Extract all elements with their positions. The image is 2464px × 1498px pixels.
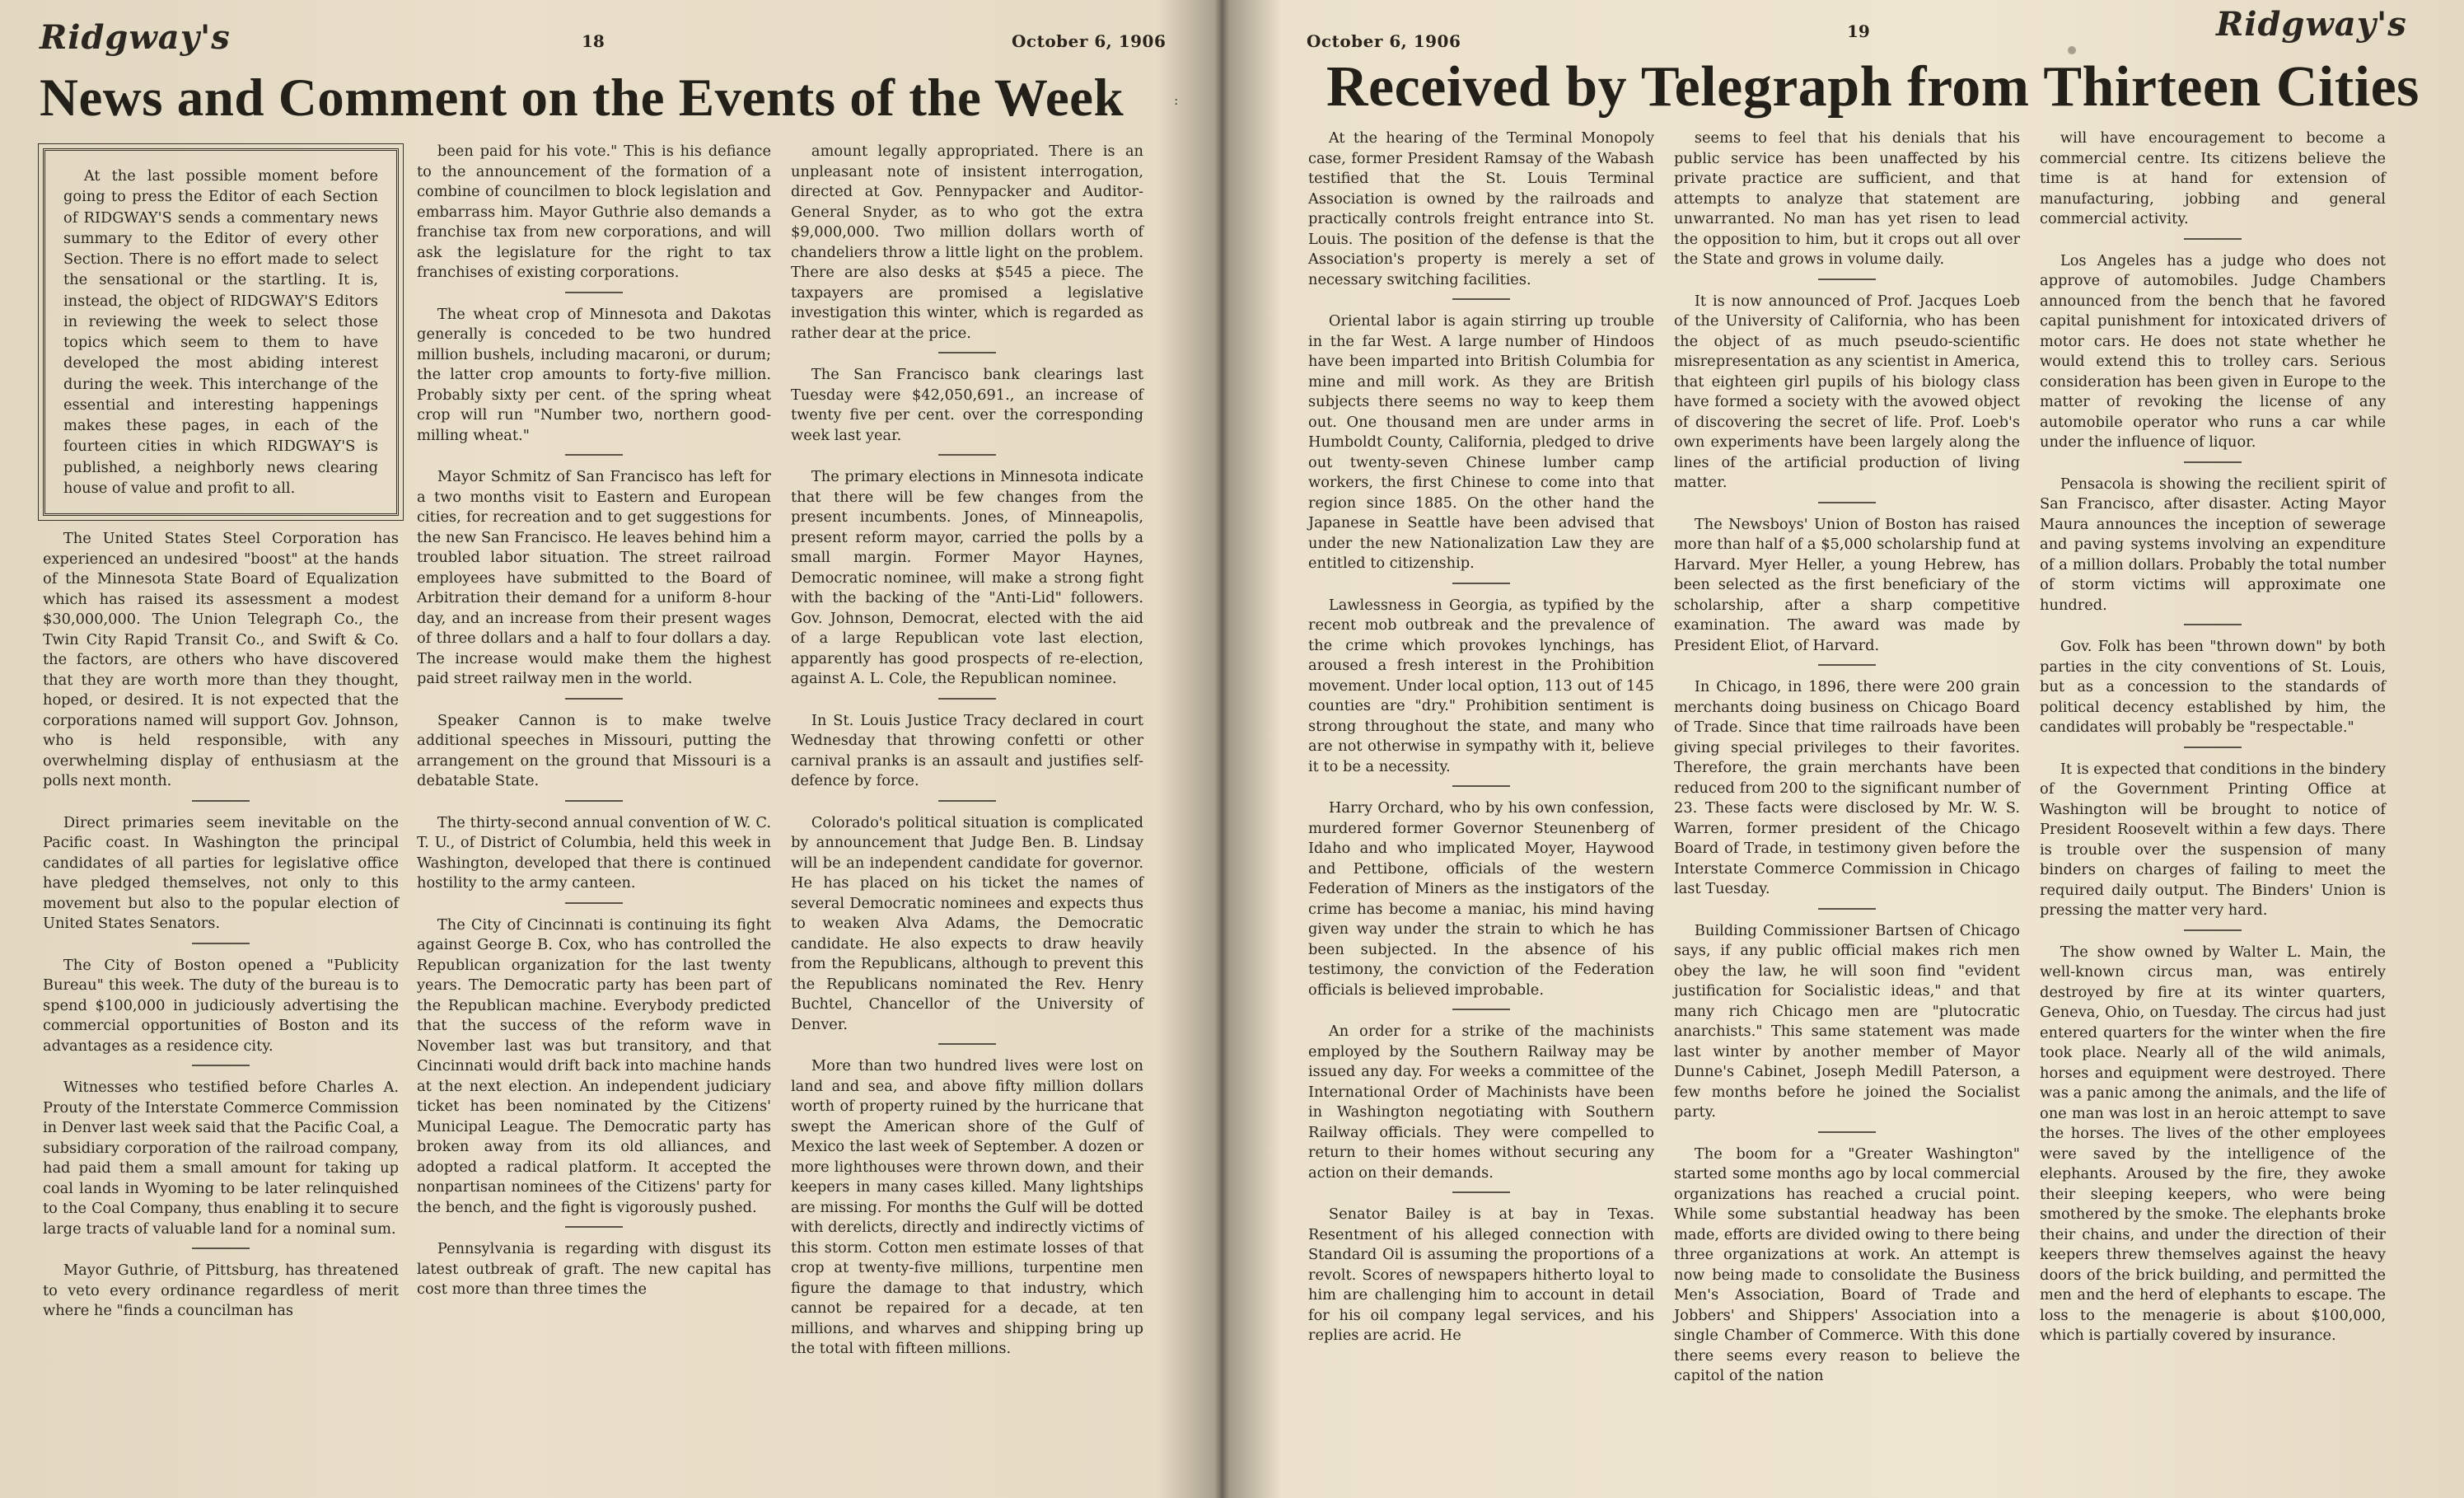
news-item: The primary elections in Minnesota indicate that there will be few changes from the present incumbents. Jones, of Minneapolis, present reform mayor, carried the polls by a small margin. Former Mayor Haynes, Democratic nominee, will make a strong fight with the backing of the "Anti-Lid" followers. Gov. Johnson, Democrat, elected with the aid of a large Republican vote last election, apparently has good prospects of re-election, against A. L. Cole, the Republican nominee. [791,468,1143,687]
news-item: The thirty-second annual convention of W. C. T. U., of District of Columbia, held this week in Washington, developed that there is continued hostility to the army canteen. [417,813,771,892]
news-item: Lawlessness in Georgia, as typified by the recent mob outbreak and the prevalence of the crime which provokes lynchings, has aroused a fresh interest in the Prohibition movement. Under local option, 113 out of 145 counties are "dry." Prohibition sentiment is strong throughout the state, and many who are not otherwise in sympathy with it, believe it to be a necessity. [1308,596,1654,775]
section-divider [565,902,623,904]
news-item: In Chicago, in 1896, there were 200 grain merchants doing business on Chicago Board of Trade. Since that time railroads have been giving special privileges to their favorites. Therefore, the grain merchants have been reduced from 200 to the significant number of 23. These facts were disclosed by Mr. W. S. Warren, former president of the Chicago Board of Trade, in testimony given before the Interstate Commerce Commission in Chicago last Tuesday. [1674,678,2020,897]
page-date: October 6, 1906 [1012,31,1167,51]
section-divider [1818,1131,1876,1133]
section-divider [938,352,996,353]
section-divider [2184,461,2242,463]
news-item: amount legally appropriated. There is an unpleasant note of insistent interrogation, directed at Gov. Pennypacker and Auditor-General Snyder, as to who got the extra $9,000,000. Two million dollars worth of chandeliers throw a little light on the problem. There are also desks at $545 a piece. The taxpayers are promised a legislative investigation this winter, which is regarded as rather dear at the price. [791,143,1143,342]
news-item: The boom for a "Greater Washington" started some months ago by local commercial organizations has reached a crucial point. While some substantial headway has been made, efforts are divided owing to there being three organizations at work. An attempt is now being made to consolidate the Business Men's Association, Board of Trade and Jobbers' and Shippers' Association into a single Chamber of Commerce. With this done there seems every reason to believe the capitol of the nation [1674,1145,2020,1384]
editor-note-text: At the last possible moment before going to press the Editor of each Section of RIDGWAY'S sends a commentary news summary to the Editor of every other Section. There is no effort made to select the sensational or the startling. It is, instead, the object of RIDGWAY'S Editors in reviewing the week to select those topics which seem to them to have developed the most abiding interest during the week. This interchange of the essential and interesting happenings makes these pages, in each of the fourteen cities in which RIDGWAY'S is published, a neighborly news clearing house of value and profit to all. [63,167,378,497]
section-divider [565,1226,623,1228]
section-divider [565,292,623,293]
section-divider [1818,908,1876,910]
news-item: Senator Bailey is at bay in Texas. Resentment of his alleged connection with Standard Oil is assuming the proportions of a revolt. Scores of newspapers hitherto loyal to him are challenging him to account in detail for his oil company legal services, and his replies are acrid. He [1308,1205,1654,1344]
news-item: been paid for his vote." This is his defiance to the announcement of the formation of a combine of councilmen to block legislation and embarrass him. Mayor Guthrie also demands a franchise tax from new corporations, and will ask the legislature for the right to tax franchises of existing corporations. [417,143,771,281]
news-item: The United States Steel Corporation has experienced an undesired "boost" at the hands of the Minnesota State Board of Equalization which has raised its assessment a modest $30,000,000. The Union Telegraph Co., the Twin City Rapid Transit Co., and Swift & Co. the factors, are others who have discovered that they are worth more than they thought, hoped, or desired. It is not expected that the corporations named will support Gov. Johnson, who is held responsible, with any overwhelming display of enthusiasm at the polls next month. [43,530,399,790]
article-column-1 [43,148,399,1330]
section-divider [192,1065,250,1066]
news-item: An order for a strike of the machinists employed by the Southern Railway may be issued any day. For weeks a committee of the International Order of Machinists have been in Washington negotiating with Southern Railway officials. They were compelled to return to their homes without securing any action on their demands. [1308,1023,1654,1182]
section-divider [565,800,623,802]
section-divider [2184,624,2242,625]
section-divider [938,698,996,700]
news-item: will have encouragement to become a commercial centre. Its citizens believe the time is at hand for extension of manufacturing, jobbing and general commercial activity. [2040,129,2386,227]
section-divider [1452,1009,1510,1010]
news-item: The show owned by Walter L. Main, the well-known circus man, was entirely destroyed by fire at its winter quarters, Geneva, Ohio, on Tuesday. The circus had just entered quarters for the winter when the fire took place. Nearly all of the wild animals, horses and equipment were destroyed. There was a panic among the animals, and the life of one man was lost in an heroic attempt to save the horses. The lives of the other employees were saved by the intelligence of the elephants. Aroused by the fire, they awoke their sleeping keepers, who were being smothered by the smoke. The elephants broke their chains, and under the direction of their keepers threw themselves against the heavy doors of the brick building, and permitted the men and the herd of elephants to escape. The loss to the menagerie is about $100,000, which is partially covered by insurance. [2040,943,2386,1344]
news-item: The City of Cincinnati is continuing its fight against George B. Cox, who has controlled the Republican organization for the last twenty years. The Democratic party has been part of the Republican machine. Everybody predicted that the success of the reform wave in November last was but transitory, and that Cincinnati would drift back into machine hands at the next election. An independent judiciary ticket has been nominated by the Citizens' Municipal League. The Democratic party has broken away from its old alliances, and adopted a radical platform. It accepted the nonpartisan nominees of the Citizens' party for the bench, and the fight is vigorously pushed. [417,915,771,1216]
page-date: October 6, 1906 [1307,31,1461,51]
section-divider [2184,238,2242,240]
news-item: Mayor Schmitz of San Francisco has left for a two months visit to Eastern and European cities, for recreation and to get suggestions for the new San Francisco. He leaves behind him a troubled labor situation. The street railroad employees have submitted to the Board of Arbitration their demand for a uniform 8-hour day, and an increase from their present wages of three dollars and a half to four dollars a day. The increase would make them the highest paid street railway men in the world. [417,468,771,687]
news-item: Witnesses who testified before Charles A. Prouty of the Interstate Commerce Commission in Denver last week said that the Pacific Coal, a subsidiary corporation of the railroad company, had paid them a small amount for taking up coal lands in Wyoming to be later relinquished to the Coal Company, thus enabling it to secure large tracts of valuable land for a nominal sum. [43,1079,399,1238]
news-item: Pensacola is showing the recilient spirit of San Francisco, after disaster. Acting Mayor Maura announces the inception of sewerage and paving systems involving an expenditure of a million dollars. Probably the total number of storm victims will approximate one hundred. [2040,475,2386,614]
paper-spot [2068,46,2076,54]
page-headline: News and Comment on the Events of the Week [40,68,1124,128]
section-divider [938,800,996,802]
section-divider [565,698,623,700]
news-item: Mayor Guthrie, of Pittsburg, has threatened to veto every ordinance regardless of merit where he "finds a councilman has [43,1262,399,1320]
section-divider [192,1248,250,1249]
section-divider [1452,785,1510,787]
article-column-3 [791,142,1143,1368]
page-headline: Received by Telegraph from Thirteen Cities [1326,55,2420,119]
news-item: Los Angeles has a judge who does not approve of automobiles. Judge Chambers announced from the bench that he favored capital punishment for intoxicated drivers of motor cars. He does not state whether he would extend this to trolley cars. Serious consideration has been given in Europe to the matter of revoking the license of any automobile operator who runs a car while under the influence of liquor. [2040,251,2386,451]
news-item: It is expected that conditions in the bindery of the Government Printing Office at Washington will be brought to notice of President Roosevelt within a few days. There is trouble over the suspension of many binders on charges of failing to meet the required daily output. The Binders' Union is pressing the matter very hard. [2040,760,2386,919]
news-item: Pennsylvania is regarding with disgust its latest outbreak of graft. The new capital has cost more than three times the [417,1240,771,1298]
page-number: 18 [582,31,605,51]
page-number: 19 [1847,21,1870,41]
section-divider [938,454,996,456]
section-divider [1818,502,1876,503]
section-divider [192,800,250,802]
news-item: Oriental labor is again stirring up trouble in the far West. A large number of Hindoos have been imparted into British Columbia for mine and mill work. As they are British subjects there seems no way to keep them out. One thousand men are under arms in Humboldt County, California, pledged to drive out twenty-seven Chinese lumber camp workers, the first Chinese to come into that region since 1885. On the other hand the Japanese in Seattle have been advised that under the new Nationalization Law they are entitled to citizenship. [1308,312,1654,572]
section-divider [1452,1191,1510,1193]
masthead-logo: Ridgway's [40,18,231,57]
article-column-2 [1674,129,2020,1395]
fold-mark: : [1174,92,1179,108]
editor-note-box [43,148,399,516]
news-item: Building Commissioner Bartsen of Chicago says, if any public official makes rich men obey the law, he will soon find "evident justification for Socialistic ideas," and that many rich Chicago men are "plutocratic anarchists." This same statement was made last winter by another member of Mayor Dunne's Cabinet, Joseph Medill Paterson, a few months before he joined the Socialist party. [1674,921,2020,1121]
news-item: It is now announced of Prof. Jacques Loeb of the University of California, who has been the object of as much pseudo-scientific misrepresentation as any scientist in America, that eighteen girl pupils of his biology class have formed a society with the avowed object of discovering the secret of life. Prof. Loeb's own experiments have been largely along the lines of the artificial production of living matter. [1674,292,2020,491]
section-divider [1452,298,1510,300]
article-column-3 [2040,129,2386,1355]
left-page [0,0,1203,1498]
news-item: The Newsboys' Union of Boston has raised more than half of a $5,000 scholarship fund at Harvard. Myer Heller, a young Hebrew, has been selected as the first beneficiary of the scholarship, after a sharp competitive examination. The award was made by President Eliot, of Harvard. [1674,515,2020,654]
section-divider [1818,279,1876,280]
article-column-1 [1308,129,1654,1355]
section-divider [1452,583,1510,584]
section-divider [938,1043,996,1045]
news-item: Harry Orchard, who by his own confession, murdered former Governor Steunenberg of Idaho and who implicated Moyer, Haywood and Pettibone, officials of the western Federation of Miners as the instigators of the crime has become a maniac, his mind having given way under the strain to which he has been subjected. In the absence of his testimony, the conviction of the Federation officials is believed improbable. [1308,799,1654,999]
news-item: Speaker Cannon is to make twelve additional speeches in Missouri, putting the arrangement on the ground that Missouri is a debatable State. [417,711,771,789]
article-column-2 [417,142,771,1308]
section-divider [1818,664,1876,666]
news-item: In St. Louis Justice Tracy declared in court Wednesday that throwing confetti or other carnival pranks is an assault and justifies self-defence by force. [791,711,1143,789]
news-item: seems to feel that his denials that his public service has been unaffected by his private practice are sufficient, and that attempts to analyze that statement are unwarranted. No man has yet risen to lead the opposition to him, but it crops out all over the State and grows in volume daily. [1674,129,2020,268]
right-page [1244,0,2464,1498]
news-item: The City of Boston opened a "Publicity Bureau" this week. The duty of the bureau is to spend $100,000 in judiciously advertising the commercial opportunities of Boston and its advantages as a residence city. [43,956,399,1055]
news-item: The San Francisco bank clearings last Tuesday were $42,050,691., an increase of twenty five per cent. over the corresponding week last year. [791,366,1143,444]
news-item: More than two hundred lives were lost on land and sea, and above fifty million dollars worth of property ruined by the hurricane that swept the American shore of the Gulf of Mexico the last week of September. A dozen or more lighthouses were thrown down, and their keepers in many cases killed. Many lightships are missing. For months the Gulf will be dotted with derelicts, directly and indirectly victims of this storm. Cotton men estimate losses of that crop at twenty-five millions, turpentine men figure the damage to that industry, which cannot be repaired for a decade, at ten millions, and wharves and shipping bring up the total with fifteen millions. [791,1057,1143,1357]
section-divider [192,943,250,944]
news-item: Colorado's political situation is complicated by announcement that Judge Ben. B. Lindsay will be an independent candidate for governor. He has placed on his ticket the names of several Democratic nominees and expects thus to weaken Alva Adams, the Democratic candidate. He also expects to draw heavily from the Republicans, although to prevent this the Republicans nominated the Rev. Henry Buchtel, Chancellor of the University of Denver. [791,813,1143,1033]
news-item: At the hearing of the Terminal Monopoly case, former President Ramsay of the Wabash testified that the St. Louis Terminal Association is owned by the railroads and practically controls freight entrance into St. Louis. The position of the defense is that the Association's property is merely a set of necessary switching facilities. [1308,129,1654,288]
news-item: Direct primaries seem inevitable on the Pacific coast. In Washington the principal candidates of all parties for legislative office have pledged themselves, not only to this movement but also to the popular election of United States Senators. [43,813,399,933]
masthead-logo: Ridgway's [2216,5,2407,44]
section-divider [565,454,623,456]
section-divider [2184,929,2242,931]
section-divider [2184,747,2242,748]
news-item: The wheat crop of Minnesota and Dakotas generally is conceded to be two hundred million bushels, including macaroni, or durum; the latter crop amounts to forty-five million. Probably sixty per cent. of the spring wheat crop will run "Number two, northern good-milling wheat." [417,305,771,444]
news-item: Gov. Folk has been "thrown down" by both parties in the city conventions of St. Louis, but as a concession to the standards of political decency established by him, the candidates will probably be "respectable." [2040,638,2386,736]
